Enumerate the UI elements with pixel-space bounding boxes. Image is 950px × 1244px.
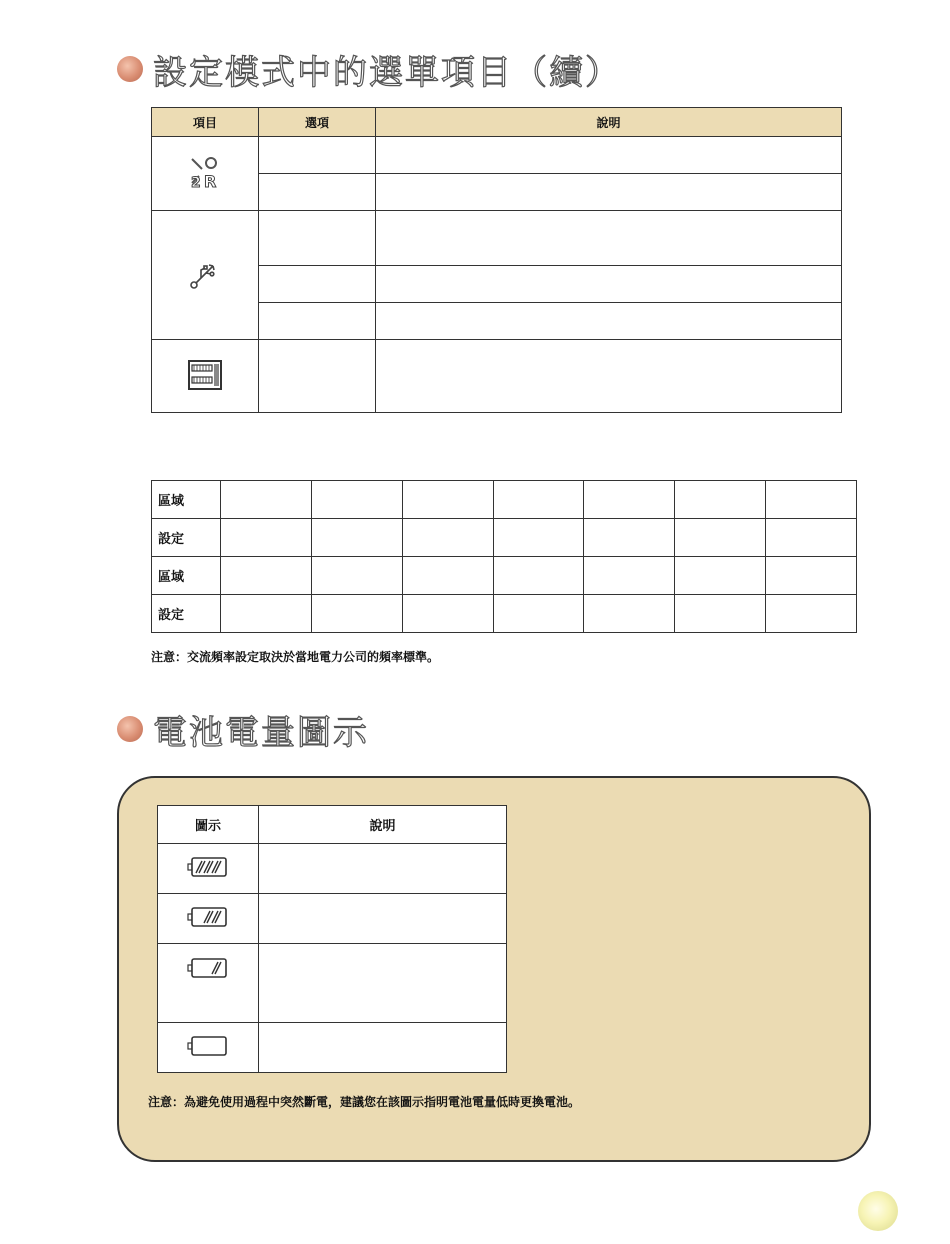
header-icon: 圖示 [158,806,259,844]
battery-full-icon [186,855,230,879]
row-label-region: 區域 [152,481,221,519]
page-title: 設定模式中的選單項目（續） [153,52,621,93]
frequency-note: 注意：交流頻率設定取決於當地電力公司的頻率標準。 [151,650,440,664]
description-cell [376,211,842,266]
table-cell [584,595,675,633]
header-option: 選項 [259,108,376,137]
table-cell [311,557,402,595]
table-cell [493,595,584,633]
table-row [152,137,842,174]
table-cell [584,557,675,595]
table-cell [221,557,312,595]
battery-one-third-icon [186,956,230,980]
row-label-setting: 設定 [152,519,221,557]
table-row [152,595,857,633]
table-row [158,944,507,1023]
battery-empty-icon [186,1034,230,1058]
icon-cell [158,944,259,1023]
option-cell [259,266,376,303]
battery-note: 注意：為避免使用過程中突然斷電，建議您在該圖示指明電池電量低時更換電池。 [148,1095,581,1109]
table-cell [402,595,493,633]
table-cell [311,519,402,557]
section-heading-battery [117,704,369,754]
settings-reset-icon [187,154,223,190]
svg-text:2: 2 [191,175,201,190]
table-row [158,1023,507,1073]
table-row [152,481,857,519]
table-cell [221,519,312,557]
icon-cell [158,894,259,944]
table-cell [675,519,766,557]
table-cell [221,595,312,633]
header-description: 說明 [259,806,507,844]
tv-out-icon [186,358,224,392]
table-cell [766,481,857,519]
table-cell [766,557,857,595]
option-cell [259,303,376,340]
description-cell [259,894,507,944]
description-cell [376,303,842,340]
table-header-row [158,806,507,844]
section-title: 電池電量圖示 [153,712,369,753]
description-cell [259,844,507,894]
section-heading-menu [117,44,621,94]
table-cell [766,519,857,557]
item-cell-tv-out [152,340,259,413]
option-cell [259,340,376,413]
icon-cell [158,844,259,894]
table-cell [766,595,857,633]
table-row [152,340,842,413]
bullet-icon [117,56,143,82]
icon-cell [158,1023,259,1073]
table-cell [311,595,402,633]
menu-items-table [151,107,842,413]
description-cell [376,174,842,211]
table-cell [675,481,766,519]
page-marker [858,1191,898,1231]
table-row [152,519,857,557]
table-cell [221,481,312,519]
description-cell [376,340,842,413]
option-cell [259,174,376,211]
option-cell [259,137,376,174]
description-cell [259,944,507,1023]
svg-text:R: R [204,172,217,190]
item-cell-reset [152,137,259,211]
table-cell [584,519,675,557]
table-cell [402,557,493,595]
description-cell [376,266,842,303]
option-cell [259,211,376,266]
table-row [152,211,842,266]
table-cell [493,557,584,595]
frequency-table [151,480,857,633]
table-cell [584,481,675,519]
table-cell [402,519,493,557]
table-row [152,557,857,595]
row-label-region: 區域 [152,557,221,595]
table-row [158,844,507,894]
battery-table [157,805,507,1073]
usb-icon [187,256,223,292]
table-header-row [152,108,842,137]
description-cell [259,1023,507,1073]
item-cell-usb [152,211,259,340]
description-cell [376,137,842,174]
table-cell [675,595,766,633]
bullet-icon [117,716,143,742]
table-cell [402,481,493,519]
table-cell [675,557,766,595]
battery-two-thirds-icon [186,905,230,929]
table-cell [311,481,402,519]
table-row [158,894,507,944]
header-item: 項目 [152,108,259,137]
table-cell [493,481,584,519]
row-label-setting: 設定 [152,595,221,633]
header-description: 說明 [376,108,842,137]
table-cell [493,519,584,557]
